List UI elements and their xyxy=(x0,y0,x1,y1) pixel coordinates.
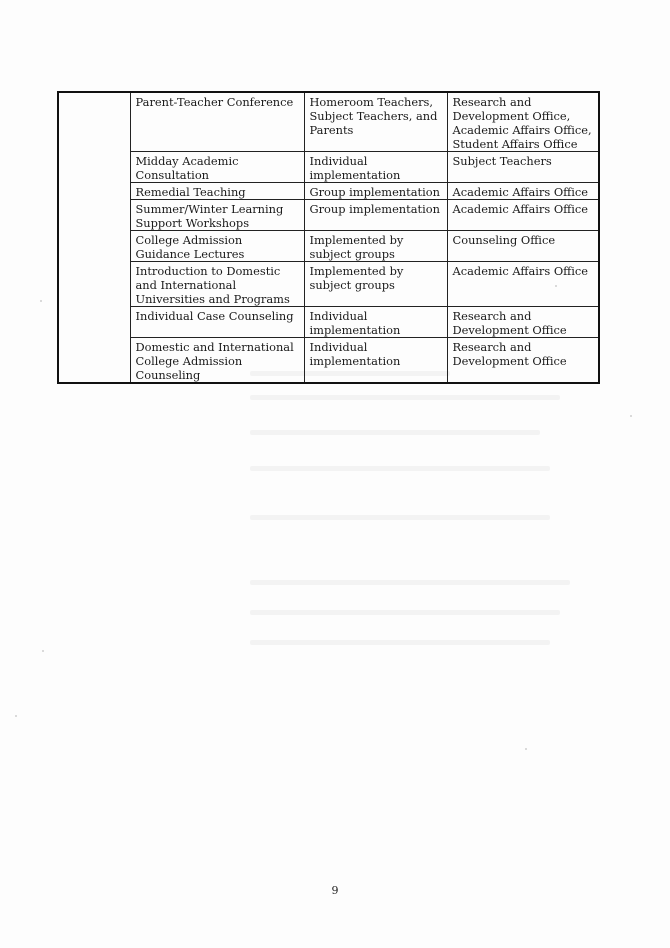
table-row xyxy=(58,200,599,231)
table-row xyxy=(58,231,599,262)
bleed-through-mark xyxy=(250,515,550,520)
table-row xyxy=(58,92,599,152)
scan-speck xyxy=(525,748,527,750)
activity-cell: Introduction to Domestic and International Universities and Programs xyxy=(130,262,304,307)
bleed-through-mark xyxy=(250,640,550,645)
activity-cell: Parent-Teacher Conference xyxy=(130,92,304,152)
table-row xyxy=(58,307,599,338)
method-cell: Group implementation xyxy=(304,183,447,200)
office-cell: Research and Development Office, Academic Affairs Office, Student Affairs Office xyxy=(447,92,599,152)
activity-cell: Midday Academic Consultation xyxy=(130,152,304,183)
activity-cell: College Admission Guidance Lectures xyxy=(130,231,304,262)
table-row xyxy=(58,262,599,307)
table-row xyxy=(58,183,599,200)
scan-speck xyxy=(40,300,42,302)
method-cell: Individual implementation xyxy=(304,307,447,338)
method-cell: Implemented by subject groups xyxy=(304,262,447,307)
office-cell: Research and Development Office xyxy=(447,307,599,338)
activity-cell: Remedial Teaching xyxy=(130,183,304,200)
scan-speck xyxy=(42,650,44,652)
activity-cell: Summer/Winter Learning Support Workshops xyxy=(130,200,304,231)
method-cell: Homeroom Teachers, Subject Teachers, and Parents xyxy=(304,92,447,152)
activity-cell: Individual Case Counseling xyxy=(130,307,304,338)
table-row xyxy=(58,338,599,384)
bleed-through-mark xyxy=(250,395,560,400)
activities-table xyxy=(57,91,600,384)
method-cell: Individual implementation xyxy=(304,338,447,384)
activity-cell: Domestic and International College Admission Counseling xyxy=(130,338,304,384)
merged-category-cell xyxy=(58,92,130,383)
office-cell: Counseling Office xyxy=(447,231,599,262)
office-cell: Research and Development Office xyxy=(447,338,599,384)
office-cell: Subject Teachers xyxy=(447,152,599,183)
page-number: 9 xyxy=(331,884,339,897)
bleed-through-mark xyxy=(250,610,560,615)
scan-speck xyxy=(630,415,632,417)
method-cell: Group implementation xyxy=(304,200,447,231)
bleed-through-mark xyxy=(250,466,550,471)
bleed-through-mark xyxy=(250,430,540,435)
method-cell: Implemented by subject groups xyxy=(304,231,447,262)
scan-speck xyxy=(15,715,17,717)
table-row xyxy=(58,152,599,183)
bleed-through-mark xyxy=(250,580,570,585)
office-cell: Academic Affairs Office xyxy=(447,183,599,200)
office-cell: Academic Affairs Office xyxy=(447,262,599,307)
method-cell: Individual implementation xyxy=(304,152,447,183)
office-cell: Academic Affairs Office xyxy=(447,200,599,231)
